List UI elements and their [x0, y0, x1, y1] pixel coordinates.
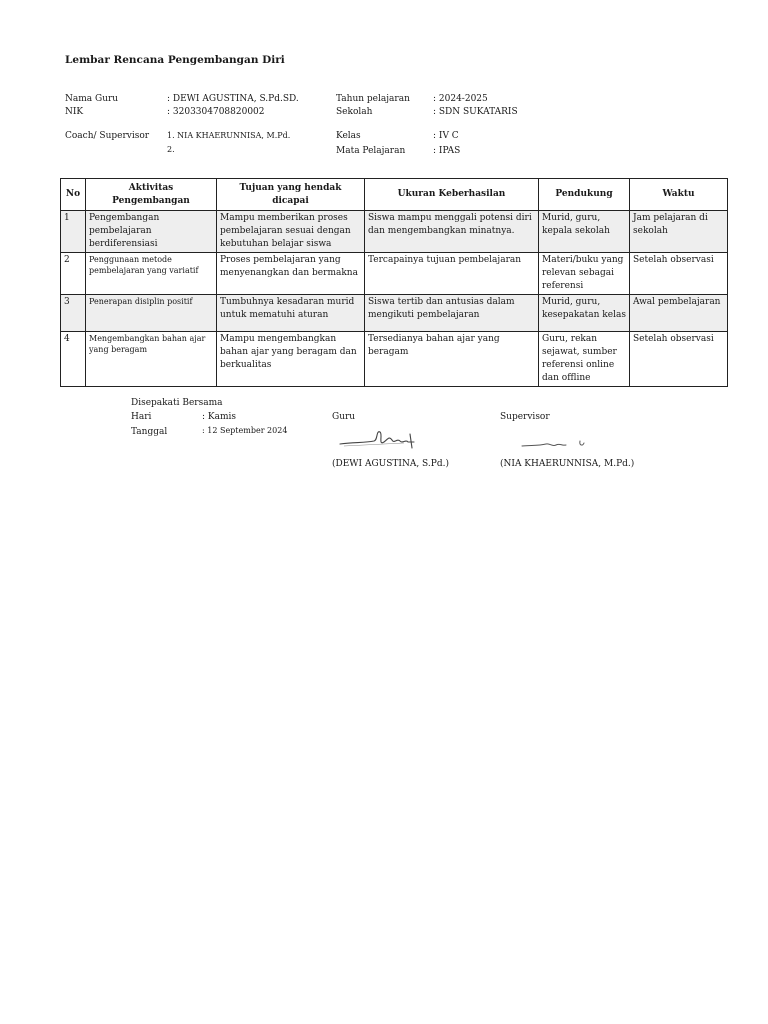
coach-label: Coach/ Supervisor [65, 131, 150, 141]
cell-no: 3 [61, 295, 86, 332]
mapel-label: Mata Pelajaran [336, 146, 406, 156]
hari-label: Hari [131, 412, 152, 422]
cell-ukuran: Siswa tertib dan antusias dalam mengikuti pembelajaran [365, 295, 539, 332]
supervisor-name: (NIA KHAERUNNISA, M.Pd.) [500, 459, 635, 469]
supervisor-signature-image [500, 432, 610, 454]
kelas-label: Kelas [336, 131, 361, 141]
cell-ukuran: Siswa mampu menggali potensi diri dan mengembangkan minatnya. [365, 211, 539, 253]
mapel-value: : IPAS [433, 146, 461, 156]
sekolah-label: Sekolah [336, 107, 373, 117]
cell-pendukung: Materi/buku yang relevan sebagai referensi [539, 253, 630, 295]
cell-aktivitas: Mengembangkan bahan ajar yang beragam [86, 332, 217, 387]
cell-aktivitas: Penggunaan metode pembelajaran yang variatif [86, 253, 217, 295]
header-tujuan: Tujuan yang hendak dicapai [217, 179, 365, 211]
coach-2: 2. [167, 145, 175, 154]
header-pendukung: Pendukung [539, 179, 630, 211]
cell-waktu: Awal pembelajaran [630, 295, 728, 332]
header-ukuran: Ukuran Keberhasilan [365, 179, 539, 211]
cell-no: 1 [61, 211, 86, 253]
nama-guru-label: Nama Guru [65, 94, 119, 104]
agreement-heading: Disepakati Bersama [131, 398, 223, 408]
tahun-label: Tahun pelajaran [336, 94, 410, 104]
cell-tujuan: Mampu mengembangkan bahan ajar yang beragam dan berkualitas [217, 332, 365, 387]
guru-label: Guru [332, 412, 356, 422]
coach-1: 1. NIA KHAERUNNISA, M.Pd. [167, 131, 291, 140]
cell-aktivitas: Pengembangan pembelajaran berdiferensiasi [86, 211, 217, 253]
table-row [61, 253, 728, 295]
kelas-value: : IV C [433, 131, 459, 141]
cell-waktu: Jam pelajaran di sekolah [630, 211, 728, 253]
table-row [61, 295, 728, 332]
table-header-row [61, 179, 728, 211]
tanggal-value: : 12 September 2024 [202, 426, 288, 435]
header-waktu: Waktu [630, 179, 728, 211]
cell-no: 2 [61, 253, 86, 295]
cell-no: 4 [61, 332, 86, 387]
cell-waktu: Setelah observasi [630, 332, 728, 387]
nama-guru-value: : DEWI AGUSTINA, S.Pd.SD. [167, 94, 299, 104]
hari-value: : Kamis [202, 412, 237, 422]
cell-pendukung: Guru, rekan sejawat, sumber referensi online dan offline [539, 332, 630, 387]
cell-tujuan: Tumbuhnya kesadaran murid untuk mematuhi aturan [217, 295, 365, 332]
guru-signature-image [334, 424, 444, 456]
supervisor-label: Supervisor [500, 412, 550, 422]
table-row [61, 211, 728, 253]
cell-ukuran: Tercapainya tujuan pembelajaran [365, 253, 539, 295]
cell-tujuan: Mampu memberikan proses pembelajaran sesuai dengan kebutuhan belajar siswa [217, 211, 365, 253]
nik-value: : 3203304708820002 [167, 107, 265, 117]
cell-tujuan: Proses pembelajaran yang menyenangkan dan bermakna [217, 253, 365, 295]
tanggal-label: Tanggal [131, 427, 168, 437]
cell-pendukung: Murid, guru, kepala sekolah [539, 211, 630, 253]
cell-waktu: Setelah observasi [630, 253, 728, 295]
tahun-value: : 2024-2025 [433, 94, 488, 104]
cell-ukuran: Tersedianya bahan ajar yang beragam [365, 332, 539, 387]
development-plan-table [60, 178, 728, 387]
nik-label: NIK [65, 107, 84, 117]
guru-name: (DEWI AGUSTINA, S.Pd.) [332, 459, 449, 469]
cell-pendukung: Murid, guru, kesepakatan kelas [539, 295, 630, 332]
page-title: Lembar Rencana Pengembangan Diri [65, 54, 285, 66]
header-no: No [61, 179, 86, 211]
sekolah-value: : SDN SUKATARIS [433, 107, 518, 117]
header-aktivitas: Aktivitas Pengembangan [86, 179, 217, 211]
cell-aktivitas: Penerapan disiplin positif [86, 295, 217, 332]
table-row [61, 332, 728, 387]
